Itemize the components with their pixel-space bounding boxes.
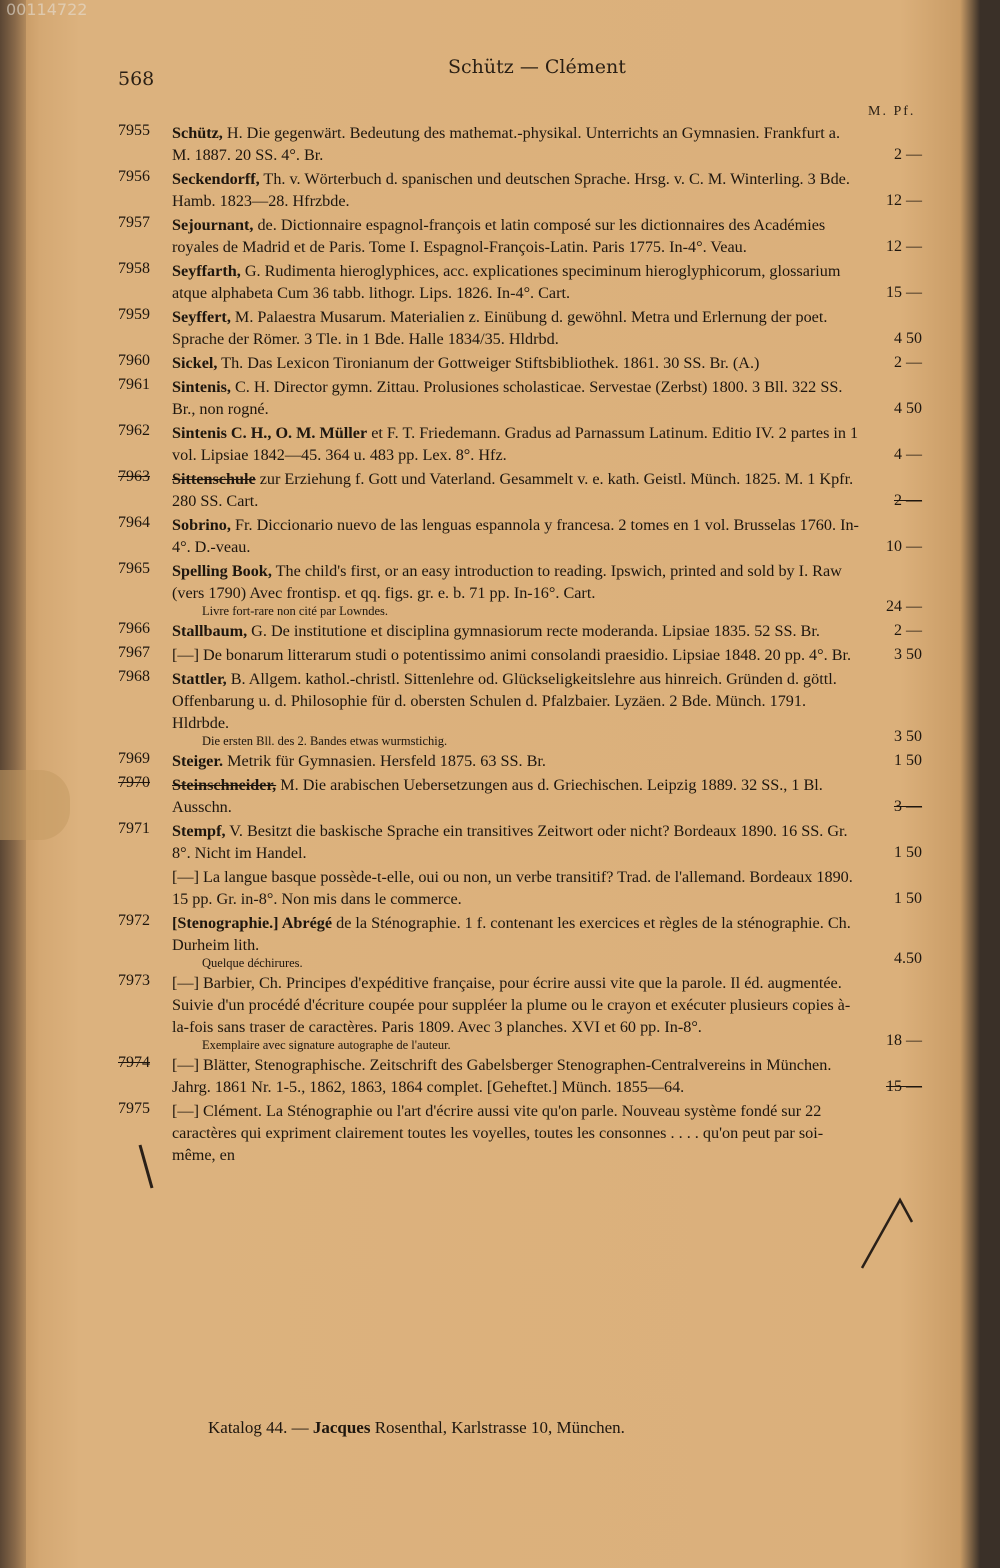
entry-number: 7975 <box>118 1100 150 1117</box>
entry-description: G. De institutione et disciplina gymnasiorum recte moderanda. Lipsiae 1835. 52 SS. Br. <box>247 622 820 640</box>
entry-name: Seyffert, <box>172 308 231 326</box>
entry-price: 15 — <box>886 1078 922 1095</box>
entry-price: 2 — <box>894 146 922 163</box>
entry-text <box>172 774 862 818</box>
entry-price: 3 50 <box>894 646 922 663</box>
entry-number: 7972 <box>118 912 150 929</box>
entry-price: 4 50 <box>894 330 922 347</box>
entry-text <box>172 260 862 304</box>
entry-price: 12 — <box>886 192 922 209</box>
catalog-entry <box>0 750 1000 772</box>
entry-price: 2 — <box>894 354 922 371</box>
entry-text <box>172 620 862 642</box>
entry-description: G. Rudimenta hieroglyphices, acc. explicationes speciminum hieroglyphicorum, glossarium atque alphabeta Cum 36 tabb. lithogr. Lips. 1826. In-4°. Cart. <box>172 262 841 302</box>
entry-note: Exemplaire avec signature autographe de l'auteur. <box>202 1038 451 1052</box>
entry-text <box>172 912 862 970</box>
entry-description: [—] Barbier, Ch. Principes d'expéditive française, pour écrire aussi vite que la parole. Il éd. augmentée. Suivie d'un procédé d'écriture coupée pour suppléer la plume ou le crayon et exécuter plusieurs copies à-la-fois sans traser de caractères. Paris 1809. Avec 3 planches. XVI et 60 pp. In-8°. <box>172 974 851 1036</box>
entry-price: 1 50 <box>894 752 922 769</box>
entry-number: 7963 <box>118 468 150 485</box>
entry-description: The child's first, or an easy introduction to reading. Ipswich, printed and sold by I. Raw (vers 1790) Avec frontisp. et qq. figs. gr. e. b. 71 pp. In-16°. Cart. <box>172 562 842 602</box>
catalog-entry <box>0 260 1000 304</box>
entry-text <box>172 168 862 212</box>
entry-text <box>172 866 862 910</box>
archive-label: 00114722 <box>6 0 88 19</box>
entry-text <box>172 668 862 748</box>
entry-price: 18 — <box>886 1032 922 1049</box>
entry-description: [—] La langue basque possède-t-elle, oui ou non, un verbe transitif? Trad. de l'allemand. Bordeaux 1890. 15 pp. Gr. in-8°. Non mis dans le commerce. <box>172 868 853 908</box>
entry-description: Metrik für Gymnasien. Hersfeld 1875. 63 SS. Br. <box>223 752 546 770</box>
entry-price: 4.50 <box>894 950 922 967</box>
page-footer <box>208 1418 625 1438</box>
entry-name: Steiger. <box>172 752 224 770</box>
entry-number: 7970 <box>118 774 150 791</box>
entry-description: B. Allgem. kathol.-christl. Sittenlehre od. Glückseligkeitslehre aus hinreich. Gründen d. göttl. Offenbarung u. d. Philosophie für d. obersten Schulen d. Pfalzbaier. Lyzäen. 2 Bde. Münch. 1791. Hldrbde. <box>172 670 837 732</box>
entry-text <box>172 560 862 618</box>
entry-number: 7964 <box>118 514 150 531</box>
entry-number: 7959 <box>118 306 150 323</box>
catalog-entry <box>0 514 1000 558</box>
running-title: Schütz — Clément <box>448 56 626 78</box>
entry-name: [Stenographie.] Abrégé <box>172 914 333 932</box>
entry-price: 4 — <box>894 446 922 463</box>
footer-bold: Jacques <box>312 1418 371 1437</box>
entry-description: de la Sténographie. 1 f. contenant les exercices et règles de la sténographie. Ch. Durheim lith. <box>172 914 851 954</box>
entry-number: 7974 <box>118 1054 150 1071</box>
entry-price: 3 — <box>894 798 922 815</box>
catalog-entry <box>0 866 1000 910</box>
entry-description: M. Die arabischen Uebersetzungen aus d. Griechischen. Leipzig 1889. 32 SS., 1 Bl. Ausschn. <box>172 776 823 816</box>
entry-name: Sintenis C. H., O. M. Müller <box>172 424 368 442</box>
catalog-entry <box>0 1054 1000 1098</box>
catalog-entry <box>0 774 1000 818</box>
catalog-entry <box>0 376 1000 420</box>
entry-description: Th. Das Lexicon Tironianum der Gottweiger Stiftsbibliothek. 1861. 30 SS. Br. (A.) <box>217 354 760 372</box>
entry-price: 10 — <box>886 538 922 555</box>
catalog-entry <box>0 468 1000 512</box>
entry-number: 7968 <box>118 668 150 685</box>
entry-text <box>172 376 862 420</box>
entry-number: 7971 <box>118 820 150 837</box>
entry-description: [—] De bonarum litterarum studi o potentissimo animi consolandi praesidio. Lipsiae 1848. 20 pp. 4°. Br. <box>172 646 852 664</box>
catalog-entry <box>0 422 1000 466</box>
catalog-entry <box>0 820 1000 864</box>
entry-name: Seckendorff, <box>172 170 260 188</box>
catalog-entries <box>0 122 1000 1168</box>
entry-description: et F. T. Friedemann. Gradus ad Parnassum Latinum. Editio IV. 2 partes in 1 vol. Lipsiae 1842—45. 364 u. 483 pp. Lex. 8°. Hfz. <box>172 424 859 464</box>
entry-number: 7962 <box>118 422 150 439</box>
entry-name: Stempf, <box>172 822 226 840</box>
catalog-entry <box>0 1100 1000 1166</box>
entry-price: 1 50 <box>894 890 922 907</box>
entry-description: de. Dictionnaire espagnol-françois et latin composé sur les dictionnaires des Académies royales de Madrid et de Paris. Tome I. Espagnol-François-Latin. Paris 1775. In-4°. Veau. <box>172 216 826 256</box>
entry-description: C. H. Director gymn. Zittau. Prolusiones scholasticae. Servestae (Zerbst) 1800. 3 Bll. 322 SS. Br., non rogné. <box>172 378 843 418</box>
entry-text <box>172 1054 862 1098</box>
entry-description: zur Erziehung f. Gott und Vaterland. Gesammelt v. e. kath. Geistl. Münch. 1825. M. 1 Kpfr. 280 SS. Cart. <box>172 470 854 510</box>
entry-description: M. Palaestra Musarum. Materialien z. Einübung d. gewöhnl. Metra und Erlernung der poet. Sprache der Römer. 3 Tle. in 1 Bde. Halle 1834/35. Hldrbd. <box>172 308 828 348</box>
entry-note: Die ersten Bll. des 2. Bandes etwas wurmstichig. <box>202 734 448 748</box>
entry-note: Quelque déchirures. <box>202 956 303 970</box>
entry-price: 15 — <box>886 284 922 301</box>
entry-description: [—] Clément. La Sténographie ou l'art d'écrire aussi vite qu'on parle. Nouveau système fondé sur 22 caractères qui expriment clairement toutes les voyelles, toutes les consonnes . . . . qu'on peut par soi-même, en <box>172 1102 824 1164</box>
page-header <box>0 56 1000 88</box>
catalog-entry <box>0 644 1000 666</box>
entry-number: 7956 <box>118 168 150 185</box>
catalog-entry <box>0 972 1000 1052</box>
entry-number: 7961 <box>118 376 150 393</box>
page-number: 568 <box>118 68 155 90</box>
entry-number: 7966 <box>118 620 150 637</box>
entry-description: H. Die gegenwärt. Bedeutung des mathemat.-physikal. Unterrichts an Gymnasien. Frankfurt a. M. 1887. 20 SS. 4°. Br. <box>172 124 841 164</box>
entry-text <box>172 750 862 772</box>
entry-text <box>172 820 862 864</box>
entry-number: 7960 <box>118 352 150 369</box>
entry-name: Stallbaum, <box>172 622 248 640</box>
entry-price: 2 — <box>894 622 922 639</box>
entry-price: 2 — <box>894 492 922 509</box>
entry-price: 4 50 <box>894 400 922 417</box>
catalog-entry <box>0 560 1000 618</box>
catalog-entry <box>0 668 1000 748</box>
entry-name: Sobrino, <box>172 516 231 534</box>
entry-text <box>172 514 862 558</box>
entry-name: Sittenschule <box>172 470 256 488</box>
entry-description: Fr. Diccionario nuevo de las lenguas espannola y francesa. 2 tomes en 1 vol. Brusselas 1760. In-4°. D.-veau. <box>172 516 859 556</box>
catalog-entry <box>0 168 1000 212</box>
catalog-entry <box>0 214 1000 258</box>
entry-description: [—] Blätter, Stenographische. Zeitschrift des Gabelsberger Stenographen-Centralvereins in München. Jahrg. 1861 Nr. 1-5., 1862, 1863, 1864 complet. [Geheftet.] Münch. 1855—64. <box>172 1056 832 1096</box>
footer-prefix: Katalog 44. — <box>208 1418 313 1437</box>
entry-number: 7965 <box>118 560 150 577</box>
entry-text <box>172 1100 862 1166</box>
entry-price: 24 — <box>886 598 922 615</box>
entry-description: V. Besitzt die baskische Sprache ein transitives Zeitwort oder nicht? Bordeaux 1890. 16 SS. Gr. 8°. Nicht im Handel. <box>172 822 848 862</box>
entry-number: 7973 <box>118 972 150 989</box>
price-column-heading: M. Pf. <box>868 104 916 119</box>
entry-name: Sintenis, <box>172 378 231 396</box>
entry-name: Schütz, <box>172 124 223 142</box>
entry-name: Spelling Book, <box>172 562 272 580</box>
catalog-entry <box>0 306 1000 350</box>
entry-price: 12 — <box>886 238 922 255</box>
entry-number: 7958 <box>118 260 150 277</box>
entry-name: Sickel, <box>172 354 218 372</box>
entry-text <box>172 972 862 1052</box>
entry-text <box>172 214 862 258</box>
entry-price: 1 50 <box>894 844 922 861</box>
entry-name: Sejournant, <box>172 216 254 234</box>
entry-number: 7955 <box>118 122 150 139</box>
entry-text <box>172 468 862 512</box>
entry-text <box>172 644 862 666</box>
entry-number: 7967 <box>118 644 150 661</box>
entry-name: Seyffarth, <box>172 262 241 280</box>
entry-price: 3 50 <box>894 728 922 745</box>
entry-name: Stattler, <box>172 670 227 688</box>
entry-text <box>172 352 862 374</box>
entry-name: Steinschneider, <box>172 776 277 794</box>
entry-number: 7957 <box>118 214 150 231</box>
entry-description: Th. v. Wörterbuch d. spanischen und deutschen Sprache. Hrsg. v. C. M. Winterling. 3 Bde. Hamb. 1823—28. Hfrzbde. <box>172 170 850 210</box>
entry-text <box>172 306 862 350</box>
catalog-entry <box>0 620 1000 642</box>
entry-text <box>172 422 862 466</box>
catalog-entry <box>0 352 1000 374</box>
entry-number: 7969 <box>118 750 150 767</box>
entry-text <box>172 122 862 166</box>
footer-suffix: Rosenthal, Karlstrasse 10, München. <box>370 1418 625 1437</box>
catalog-entry <box>0 122 1000 166</box>
entry-note: Livre fort-rare non cité par Lowndes. <box>202 604 389 618</box>
catalog-entry <box>0 912 1000 970</box>
